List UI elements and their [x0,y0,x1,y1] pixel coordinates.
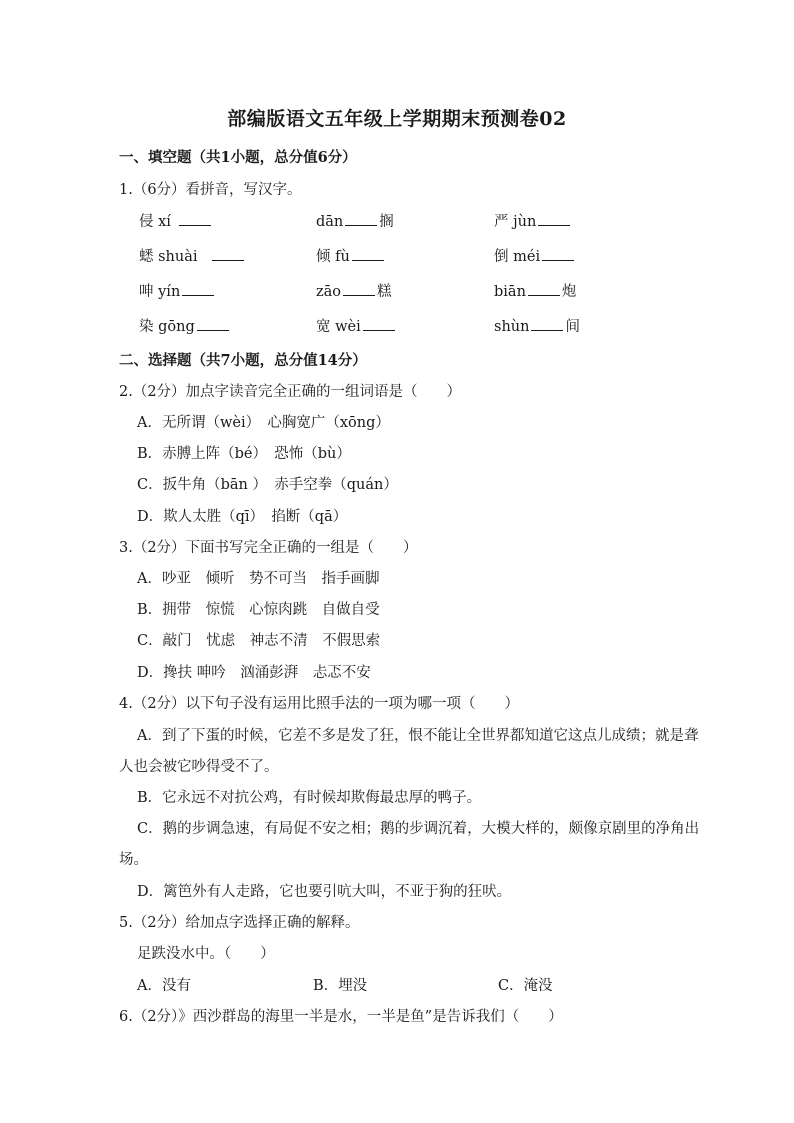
question-3-option-d[interactable]: D．搀扶 呻吟 汹涌彭湃 忐忑不安 [137,665,371,681]
pinyin-item-shuai [139,245,246,266]
question-4-option-a-continued: 人也会被它吵得受不了。 [119,759,279,775]
answer-blank[interactable] [212,248,244,261]
pinyin-item-dan [316,210,394,231]
section-1-header: 一、填空题（共1小题，总分值6分） [119,149,357,166]
answer-blank[interactable] [542,248,574,261]
pinyin-text: 染 gōng [139,319,195,335]
pinyin-item-jun [494,210,572,231]
question-4-option-d[interactable]: D．篱笆外有人走路，它也要引吭大叫，不亚于狗的狂吠。 [137,884,512,900]
pinyin-item-shun [494,315,580,336]
question-2-option-b[interactable]: B．赤膊上阵（bé） 恐怖（bù） [137,446,351,462]
question-5-stem: 5.（2分）给加点字选择正确的解释。 [119,915,360,931]
answer-blank[interactable] [345,213,377,226]
pinyin-suffix: 搁 [379,214,394,230]
pinyin-text: 宽 wèi [316,319,361,335]
question-3-option-a[interactable]: A．吵亚 倾听 势不可当 指手画脚 [137,571,380,587]
question-6-stem: 6.（2分）》西沙群岛的海里一半是水，一半是鱼”是告诉我们（ ） [119,1009,563,1025]
question-4-stem: 4.（2分）以下句子没有运用比照手法的一项为哪一项（ ） [119,696,520,712]
answer-blank[interactable] [343,283,375,296]
answer-blank[interactable] [531,318,563,331]
pinyin-suffix: 间 [565,319,580,335]
pinyin-item-mei [494,245,576,266]
pinyin-suffix: 炮 [561,284,577,300]
answer-blank[interactable] [197,318,229,331]
pinyin-text: dān [316,214,344,230]
pinyin-item-fu [316,245,386,266]
pinyin-item-bian [494,280,576,301]
pinyin-text: 呻 yín [139,284,181,300]
pinyin-text: 倒 méi [494,249,541,265]
pinyin-text: biān [494,284,526,300]
question-4-option-c-continued: 场。 [119,852,148,868]
question-5-sentence: 足跌没水中。（ ） [137,946,275,962]
pinyin-text: 侵 xí [139,214,171,230]
answer-blank[interactable] [182,283,214,296]
question-4-option-b[interactable]: B．它永远不对抗公鸡，有时候却欺侮最忠厚的鸭子。 [137,790,482,806]
pinyin-text: zāo [316,284,342,300]
answer-blank[interactable] [528,283,560,296]
pinyin-text: shùn [494,319,530,335]
pinyin-suffix: 糕 [377,284,392,300]
answer-blank[interactable] [179,213,211,226]
pinyin-item-zao [316,280,392,301]
question-1-stem: 1.（6分）看拼音，写汉字。 [119,182,302,198]
question-3-option-b[interactable]: B．拥带 惊慌 心惊肉跳 自做自受 [137,602,380,618]
pinyin-item-gong [139,315,231,336]
answer-blank[interactable] [352,248,384,261]
question-5-option-a[interactable]: A．没有 [137,978,191,994]
pinyin-text: 蟋 shuài [139,249,198,265]
pinyin-text: 严 jùn [494,214,537,230]
pinyin-item-xi [139,210,213,231]
page-title: 部编版语文五年级上学期期末预测卷02 [227,108,567,130]
question-5-option-b[interactable]: B．埋没 [313,978,368,994]
answer-blank[interactable] [538,213,570,226]
pinyin-text: 倾 fù [316,249,350,265]
question-2-option-c[interactable]: C．扳牛角（bān ） 赤手空拳（quán） [137,477,398,493]
question-3-option-c[interactable]: C．敲门 忧虑 神志不清 不假思索 [137,633,381,649]
pinyin-item-wei [316,315,397,336]
question-2-stem: 2.（2分）加点字读音完全正确的一组词语是（ ） [119,384,462,400]
question-5-option-c[interactable]: C．淹没 [498,978,553,994]
pinyin-item-yin [139,280,216,301]
answer-blank[interactable] [363,318,395,331]
question-2-option-d[interactable]: D．欺人太胜（qī） 掐断（qā） [137,509,348,525]
question-4-option-c[interactable]: C．鹅的步调急速，有局促不安之相；鹅的步调沉着，大模大样的，颇像京剧里的净角出 [137,821,700,837]
question-2-option-a[interactable]: A．无所谓（wèi） 心胸宽广（xōng） [137,415,390,431]
section-2-header: 二、选择题（共7小题，总分值14分） [119,352,367,369]
question-4-option-a[interactable]: A．到了下蛋的时候，它差不多是发了狂，恨不能让全世界都知道它这点儿成绩；就是聋 [137,728,699,744]
question-3-stem: 3.（2分）下面书写完全正确的一组是（ ） [119,540,418,556]
